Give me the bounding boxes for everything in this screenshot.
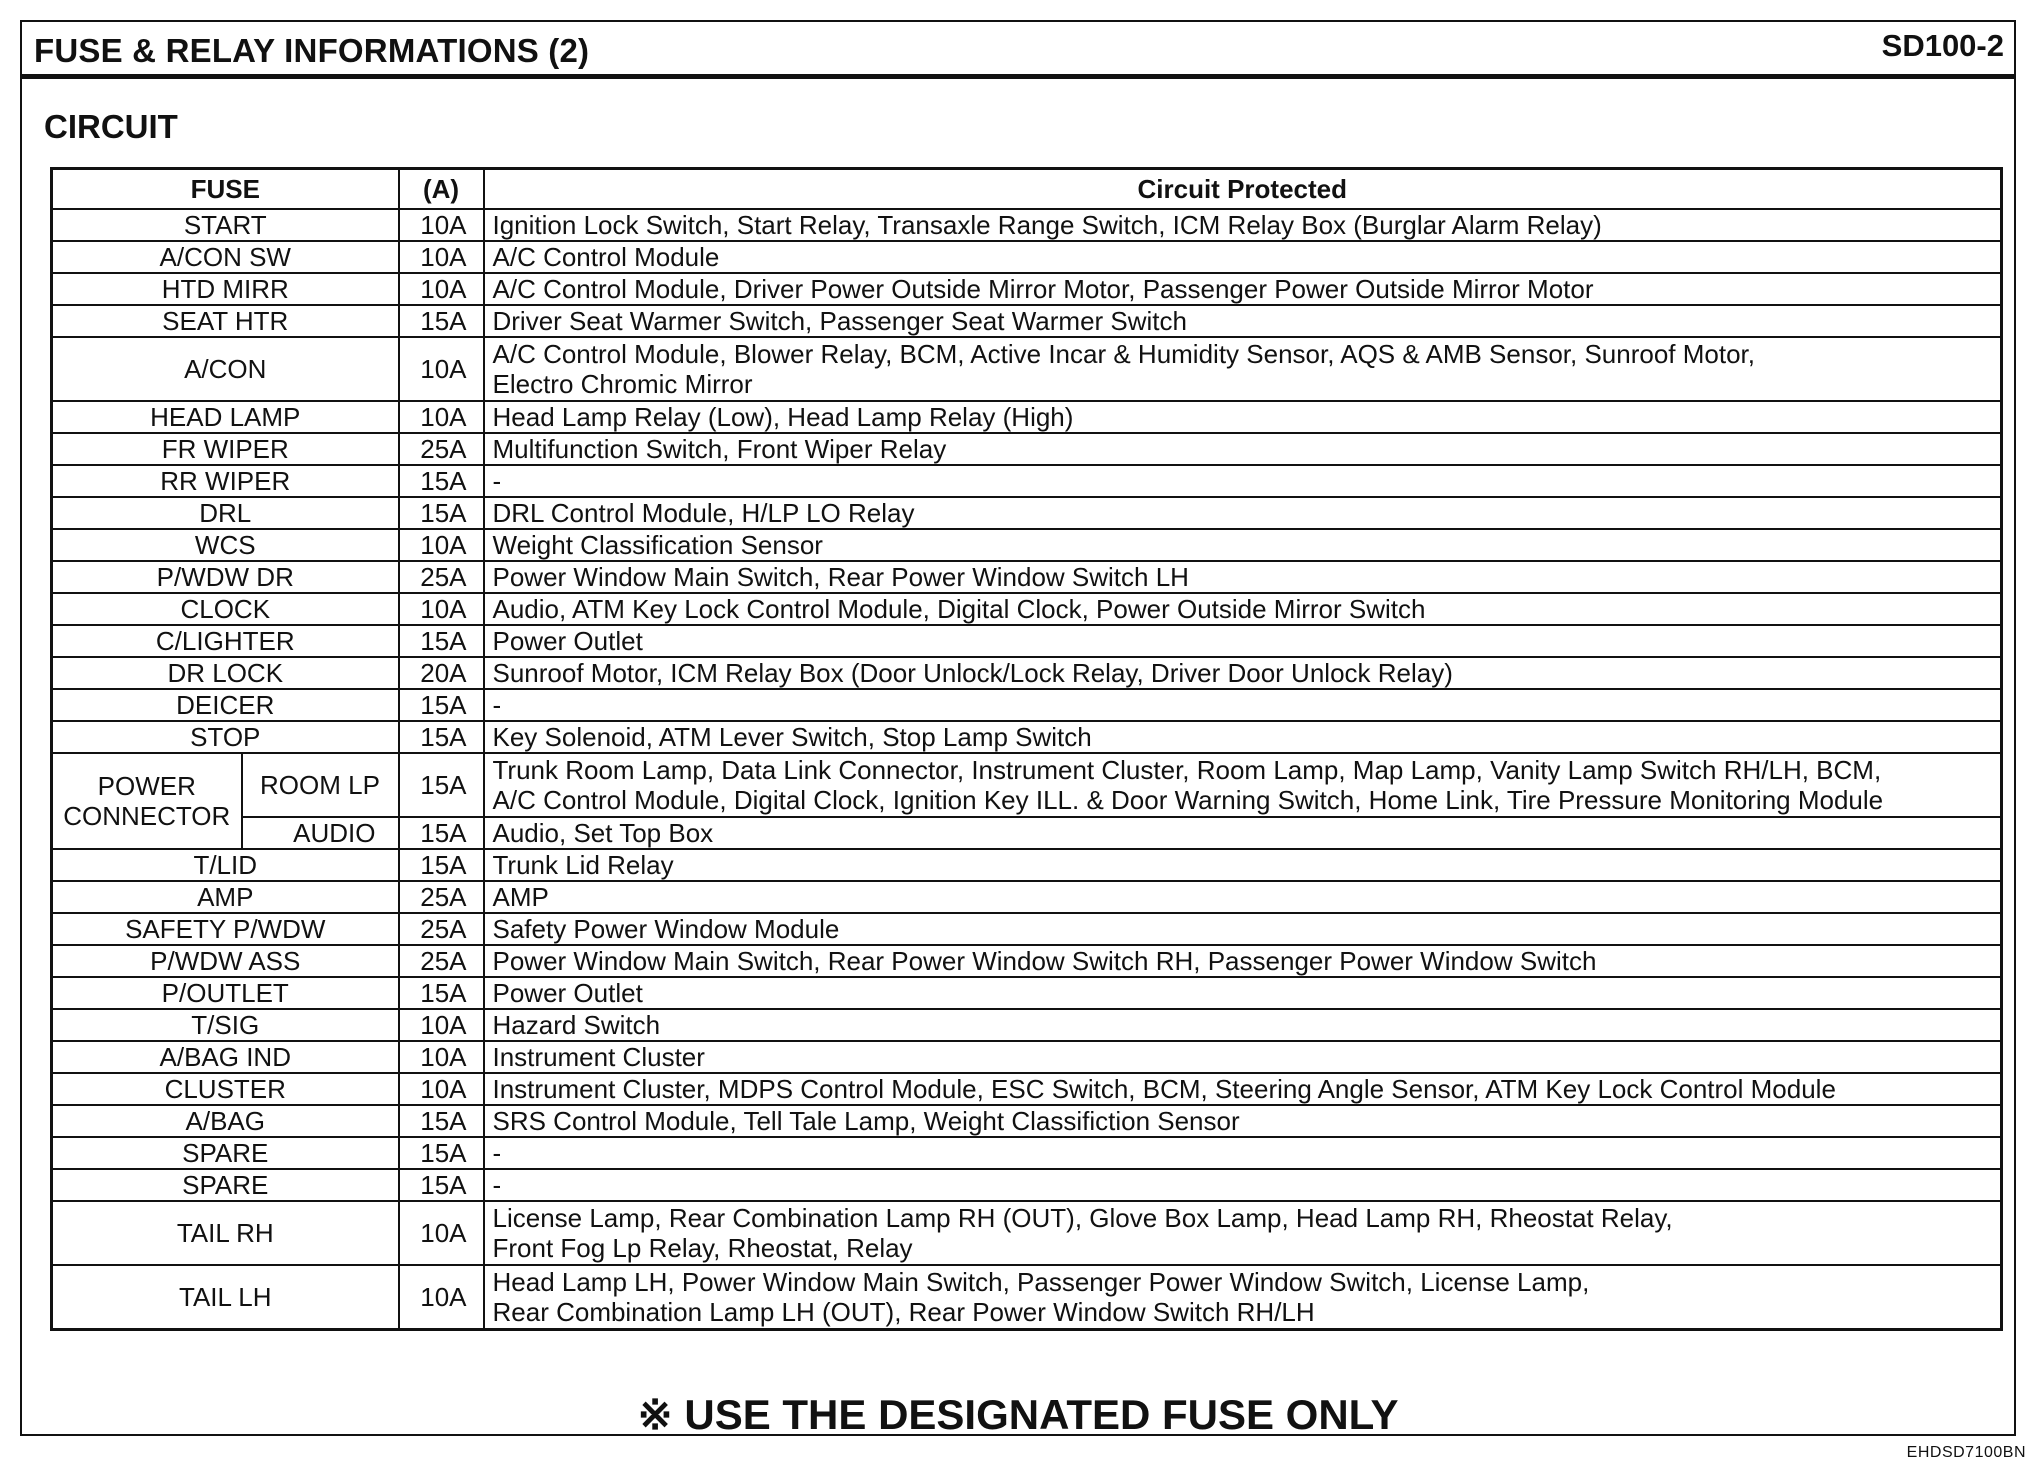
fuse-amperage: 10A xyxy=(399,529,484,561)
circuit-protected xyxy=(484,1073,2002,1105)
fuse-amperage: 10A xyxy=(399,593,484,625)
circuit-protected xyxy=(484,1265,2002,1330)
circuit-line: - xyxy=(492,690,502,720)
fuse-name: P/WDW DR xyxy=(52,561,399,593)
table-row xyxy=(52,1265,2002,1330)
power-connector-label-line1: POWER xyxy=(97,771,196,801)
circuit-protected xyxy=(484,241,2002,273)
fuse-amperage: 10A xyxy=(399,1009,484,1041)
power-connector-group xyxy=(52,753,2002,849)
fuse-name: WCS xyxy=(52,529,399,561)
table-row xyxy=(52,849,2002,881)
table-row xyxy=(52,1137,2002,1169)
column-header-fuse: FUSE xyxy=(52,169,399,210)
circuit-line: Power Outlet xyxy=(492,978,643,1008)
fuse-name: P/OUTLET xyxy=(52,977,399,1009)
table-row xyxy=(52,561,2002,593)
circuit-line: Audio, Set Top Box xyxy=(492,818,714,848)
circuit-protected xyxy=(484,1201,2002,1265)
fuse-amperage: 10A xyxy=(399,273,484,305)
circuit-protected xyxy=(484,625,2002,657)
table-row xyxy=(52,1105,2002,1137)
document-code: SD100-2 xyxy=(1881,28,2004,63)
circuit-line: Head Lamp Relay (Low), Head Lamp Relay (High) xyxy=(492,402,1074,432)
column-header-circuit: Circuit Protected xyxy=(484,169,2002,210)
page-header xyxy=(22,22,2014,79)
circuit-line: DRL Control Module, H/LP LO Relay xyxy=(492,498,915,528)
circuit-line: Multifunction Switch, Front Wiper Relay xyxy=(492,434,947,464)
fuse-amperage: 15A xyxy=(399,497,484,529)
fuse-amperage: 15A xyxy=(399,1137,484,1169)
fuse-table xyxy=(50,167,2003,1331)
fuse-name: DEICER xyxy=(52,689,399,721)
circuit-protected xyxy=(484,753,2002,817)
fuse-name: A/BAG xyxy=(52,1105,399,1137)
fuse-name: SPARE xyxy=(52,1169,399,1201)
table-row xyxy=(52,913,2002,945)
circuit-protected xyxy=(484,209,2002,241)
circuit-protected xyxy=(484,433,2002,465)
circuit-protected xyxy=(484,945,2002,977)
circuit-line: Ignition Lock Switch, Start Relay, Transaxle Range Switch, ICM Relay Box (Burglar Alarm Relay) xyxy=(492,210,1602,240)
fuse-name: STOP xyxy=(52,721,399,753)
fuse-amperage: 25A xyxy=(399,945,484,977)
circuit-line: A/C Control Module, Digital Clock, Ignition Key ILL. & Door Warning Switch, Home Link, Tire Pressure Monitoring Module xyxy=(492,785,1884,815)
fuse-amperage: 10A xyxy=(399,241,484,273)
fuse-name: TAIL LH xyxy=(52,1265,399,1330)
fuse-name: CLUSTER xyxy=(52,1073,399,1105)
fuse-name: DR LOCK xyxy=(52,657,399,689)
fuse-name: AUDIO xyxy=(242,817,399,849)
table-body-upper xyxy=(52,209,2002,753)
circuit-line: - xyxy=(492,1170,502,1200)
circuit-line: AMP xyxy=(492,882,549,912)
table-row xyxy=(52,977,2002,1009)
table-row xyxy=(52,1073,2002,1105)
circuit-protected xyxy=(484,721,2002,753)
fuse-amperage: 15A xyxy=(399,305,484,337)
table-row xyxy=(52,1009,2002,1041)
circuit-protected xyxy=(484,689,2002,721)
fuse-name: T/SIG xyxy=(52,1009,399,1041)
circuit-line: Front Fog Lp Relay, Rheostat, Relay xyxy=(492,1233,913,1263)
fuse-name: ROOM LP xyxy=(242,753,399,817)
circuit-protected xyxy=(484,817,2002,849)
fuse-amperage: 15A xyxy=(399,465,484,497)
table-row xyxy=(52,241,2002,273)
fuse-name: AMP xyxy=(52,881,399,913)
fuse-name: RR WIPER xyxy=(52,465,399,497)
circuit-line: Safety Power Window Module xyxy=(492,914,840,944)
fuse-amperage: 10A xyxy=(399,1265,484,1330)
circuit-line: A/C Control Module, Driver Power Outside Mirror Motor, Passenger Power Outside Mirror Motor xyxy=(492,274,1594,304)
fuse-amperage: 25A xyxy=(399,881,484,913)
fuse-amperage: 10A xyxy=(399,401,484,433)
fuse-amperage: 15A xyxy=(399,977,484,1009)
circuit-protected xyxy=(484,913,2002,945)
fuse-amperage: 25A xyxy=(399,433,484,465)
circuit-protected xyxy=(484,305,2002,337)
fuse-amperage: 15A xyxy=(399,721,484,753)
reference-code: EHDSD7100BN xyxy=(1906,1444,2026,1461)
circuit-protected xyxy=(484,1169,2002,1201)
circuit-protected xyxy=(484,497,2002,529)
fuse-amperage: 10A xyxy=(399,1201,484,1265)
fuse-amperage: 25A xyxy=(399,913,484,945)
table-row xyxy=(52,433,2002,465)
circuit-protected xyxy=(484,465,2002,497)
fuse-name: DRL xyxy=(52,497,399,529)
circuit-line: Electro Chromic Mirror xyxy=(492,369,753,399)
circuit-line: Driver Seat Warmer Switch, Passenger Seat Warmer Switch xyxy=(492,306,1187,336)
fuse-amperage: 15A xyxy=(399,753,484,817)
circuit-protected xyxy=(484,1137,2002,1169)
circuit-line: Power Outlet xyxy=(492,626,643,656)
fuse-name: HTD MIRR xyxy=(52,273,399,305)
table-row xyxy=(52,721,2002,753)
circuit-protected xyxy=(484,881,2002,913)
circuit-protected xyxy=(484,337,2002,401)
circuit-line: Power Window Main Switch, Rear Power Window Switch RH, Passenger Power Window Switch xyxy=(492,946,1597,976)
table-row xyxy=(52,529,2002,561)
circuit-protected xyxy=(484,593,2002,625)
table-row xyxy=(52,689,2002,721)
circuit-protected xyxy=(484,977,2002,1009)
fuse-amperage: 10A xyxy=(399,209,484,241)
fuse-amperage: 25A xyxy=(399,561,484,593)
table-row xyxy=(52,753,2002,817)
fuse-amperage: 15A xyxy=(399,689,484,721)
fuse-name: A/CON SW xyxy=(52,241,399,273)
fuse-name: HEAD LAMP xyxy=(52,401,399,433)
table-row xyxy=(52,401,2002,433)
page-frame xyxy=(20,20,2016,1436)
table-row xyxy=(52,1201,2002,1265)
fuse-amperage: 15A xyxy=(399,817,484,849)
circuit-line: Head Lamp LH, Power Window Main Switch, Passenger Power Window Switch, License Lamp, xyxy=(492,1267,1590,1297)
fuse-amperage: 15A xyxy=(399,1169,484,1201)
circuit-line: Power Window Main Switch, Rear Power Window Switch LH xyxy=(492,562,1189,592)
fuse-name: T/LID xyxy=(52,849,399,881)
table-row xyxy=(52,1169,2002,1201)
circuit-line: SRS Control Module, Tell Tale Lamp, Weight Classifiction Sensor xyxy=(492,1106,1240,1136)
circuit-line: Weight Classification Sensor xyxy=(492,530,823,560)
fuse-amperage: 10A xyxy=(399,337,484,401)
circuit-line: Sunroof Motor, ICM Relay Box (Door Unlock/Lock Relay, Driver Door Unlock Relay) xyxy=(492,658,1453,688)
table-row xyxy=(52,593,2002,625)
table-body-lower xyxy=(52,849,2002,1330)
circuit-line: - xyxy=(492,466,502,496)
circuit-line: Instrument Cluster xyxy=(492,1042,705,1072)
circuit-protected xyxy=(484,401,2002,433)
fuse-name: A/BAG IND xyxy=(52,1041,399,1073)
table-row xyxy=(52,305,2002,337)
column-header-amperage: (A) xyxy=(399,169,484,210)
table-row xyxy=(52,337,2002,401)
circuit-line: Key Solenoid, ATM Lever Switch, Stop Lamp Switch xyxy=(492,722,1092,752)
fuse-amperage: 10A xyxy=(399,1073,484,1105)
table-row xyxy=(52,209,2002,241)
section-title: CIRCUIT xyxy=(44,108,178,145)
table-row xyxy=(52,817,2002,849)
table-header-row xyxy=(52,169,2002,210)
table-row xyxy=(52,881,2002,913)
fuse-name: SEAT HTR xyxy=(52,305,399,337)
circuit-line: Rear Combination Lamp LH (OUT), Rear Power Window Switch RH/LH xyxy=(492,1297,1315,1327)
fuse-name: CLOCK xyxy=(52,593,399,625)
circuit-protected xyxy=(484,1009,2002,1041)
circuit-protected xyxy=(484,529,2002,561)
circuit-protected xyxy=(484,657,2002,689)
circuit-line: A/C Control Module xyxy=(492,242,720,272)
fuse-amperage: 15A xyxy=(399,849,484,881)
circuit-protected xyxy=(484,1041,2002,1073)
circuit-line: Trunk Lid Relay xyxy=(492,850,674,880)
table-row xyxy=(52,625,2002,657)
circuit-protected xyxy=(484,273,2002,305)
fuse-name: A/CON xyxy=(52,337,399,401)
fuse-amperage: 15A xyxy=(399,625,484,657)
fuse-amperage: 10A xyxy=(399,1041,484,1073)
fuse-name: C/LIGHTER xyxy=(52,625,399,657)
table-row xyxy=(52,945,2002,977)
table-row xyxy=(52,273,2002,305)
fuse-name: FR WIPER xyxy=(52,433,399,465)
power-connector-label xyxy=(52,753,242,849)
fuse-name: TAIL RH xyxy=(52,1201,399,1265)
table-row xyxy=(52,1041,2002,1073)
circuit-line: License Lamp, Rear Combination Lamp RH (OUT), Glove Box Lamp, Head Lamp RH, Rheostat Relay, xyxy=(492,1203,1673,1233)
circuit-line: A/C Control Module, Blower Relay, BCM, Active Incar & Humidity Sensor, AQS & AMB Sensor, Sunroof Motor, xyxy=(492,339,1755,369)
circuit-protected xyxy=(484,849,2002,881)
circuit-line: Instrument Cluster, MDPS Control Module, ESC Switch, BCM, Steering Angle Sensor, ATM Key Lock Control Module xyxy=(492,1074,1836,1104)
circuit-line: Trunk Room Lamp, Data Link Connector, Instrument Cluster, Room Lamp, Map Lamp, Vanity Lamp Switch RH/LH, BCM, xyxy=(492,755,1882,785)
fuse-amperage: 20A xyxy=(399,657,484,689)
circuit-line: - xyxy=(492,1138,502,1168)
circuit-line: Hazard Switch xyxy=(492,1010,661,1040)
table-row xyxy=(52,657,2002,689)
designated-fuse-note: ※ USE THE DESIGNATED FUSE ONLY xyxy=(637,1391,1399,1438)
page-title: FUSE & RELAY INFORMATIONS (2) xyxy=(34,32,590,69)
power-connector-label-line2: CONNECTOR xyxy=(63,801,231,831)
table-row xyxy=(52,497,2002,529)
circuit-line: Audio, ATM Key Lock Control Module, Digital Clock, Power Outside Mirror Switch xyxy=(492,594,1426,624)
fuse-name: P/WDW ASS xyxy=(52,945,399,977)
fuse-name: SAFETY P/WDW xyxy=(52,913,399,945)
fuse-name: SPARE xyxy=(52,1137,399,1169)
circuit-protected xyxy=(484,561,2002,593)
fuse-name: START xyxy=(52,209,399,241)
table-row xyxy=(52,465,2002,497)
circuit-protected xyxy=(484,1105,2002,1137)
fuse-amperage: 15A xyxy=(399,1105,484,1137)
